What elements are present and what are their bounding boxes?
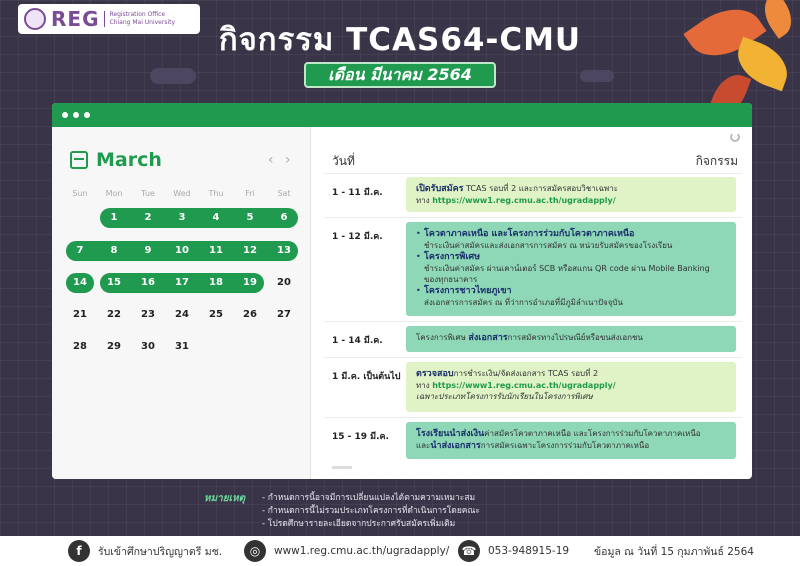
calendar-day[interactable]: 23 <box>141 309 155 320</box>
row-divider <box>324 417 742 418</box>
row-divider <box>324 321 742 322</box>
row-divider <box>324 357 742 358</box>
row-title: โรงเรียนนำส่งเงิน <box>416 429 485 439</box>
calendar-day[interactable]: 1 <box>110 212 118 223</box>
calendar-day[interactable]: 26 <box>243 309 257 320</box>
calendar-day[interactable]: 4 <box>212 212 220 223</box>
row-text: โครงการพิเศษ <box>416 333 469 342</box>
item-desc: ส่งเอกสารการสมัคร ณ ที่ว่าการอำเภอที่มีภูมิลำเนาปัจจุบัน <box>424 298 623 307</box>
window-titlebar <box>52 103 752 127</box>
refresh-icon[interactable] <box>730 132 740 142</box>
weekday-label: Sat <box>277 189 291 198</box>
note-item: - กำหนดการนี้ไม่รวมประเภทโครงการที่ดำเนินการโดยคณะ <box>262 506 480 516</box>
calendar-header <box>70 149 162 171</box>
calendar-day[interactable]: 13 <box>277 245 291 256</box>
item-desc: ชำระเงินค่าสมัคร ผ่านเคาน์เตอร์ SCB หรือสแกน QR code ผ่าน Mobile Banking ของทุกธนาคาร <box>424 264 710 284</box>
chevron-left-icon[interactable]: ‹ <box>268 152 274 168</box>
row-date: 1 มี.ค. เป็นต้นไป <box>332 372 401 382</box>
schedule-window <box>52 103 752 479</box>
weekday-label: Thu <box>208 189 224 198</box>
page-subtitle: เดือน มีนาคม 2564 <box>304 62 496 88</box>
list-item <box>416 285 726 308</box>
weekday-label: Fri <box>245 189 255 198</box>
window-dot-icon <box>73 112 79 118</box>
schedule-row <box>406 326 736 352</box>
calendar-day[interactable]: 6 <box>280 212 288 223</box>
calendar-day[interactable]: 15 <box>107 277 121 288</box>
calendar-day[interactable]: 25 <box>209 309 223 320</box>
decor-cloud <box>580 70 614 82</box>
calendar-day[interactable]: 16 <box>141 277 155 288</box>
facebook-icon: f <box>68 540 90 562</box>
row-title: ส่งเอกสาร <box>468 333 508 343</box>
page-title: กิจกรรม TCAS64-CMU <box>218 22 582 58</box>
footer-facebook[interactable] <box>68 540 222 562</box>
phone-label: 053-948915-19 <box>488 545 570 557</box>
row-text: การสมัครทางไปรษณีย์หรือขนส่งเอกชน <box>507 333 643 342</box>
calendar-day[interactable]: 3 <box>178 212 186 223</box>
apply-link[interactable]: https://www1.reg.cmu.ac.th/ugradapply/ <box>432 381 616 390</box>
weekday-label: Wed <box>173 189 191 198</box>
footer-phone[interactable] <box>458 540 569 562</box>
row-text: การสมัครเฉพาะโครงการร่วมกับโควตาภาคเหนือ <box>480 441 650 450</box>
updated-label: ข้อมูล ณ วันที่ 15 กุมภาพันธ์ 2564 <box>594 545 754 558</box>
row-divider <box>324 217 742 218</box>
schedule-row <box>406 422 736 459</box>
panel-divider <box>310 127 311 479</box>
window-dot-icon <box>62 112 68 118</box>
notes-label: หมายเหตุ <box>204 493 246 504</box>
footer <box>0 536 800 566</box>
weekday-label: Tue <box>141 189 155 198</box>
row-note: เฉพาะประเภทโครงการรับนักเรียนในโครงการพิเศษ <box>416 392 593 401</box>
phone-icon: ☎ <box>458 540 480 562</box>
calendar-day[interactable]: 28 <box>73 341 87 352</box>
header-activity: กิจกรรม <box>695 154 738 168</box>
logo-line1: Registration Office <box>109 11 166 18</box>
row-date: 15 - 19 มี.ค. <box>332 432 389 442</box>
calendar-day[interactable]: 30 <box>141 341 155 352</box>
row-text: ค่าสมัครโควตาภาคเหนือ และโครงการร่วมกับโควตาภาคเหนือ <box>484 429 701 438</box>
row-text: การชำระเงิน/จัดส่งเอกสาร TCAS รอบที่ 2 <box>453 369 599 378</box>
calendar-day[interactable]: 10 <box>175 245 189 256</box>
notes <box>204 492 480 531</box>
calendar-day[interactable]: 14 <box>73 277 87 288</box>
item-title: โครงการพิเศษ <box>424 252 481 262</box>
scroll-indicator <box>332 466 352 469</box>
calendar-day[interactable]: 2 <box>144 212 152 223</box>
row-title: เปิดรับสมัคร <box>416 184 464 194</box>
calendar-day[interactable]: 27 <box>277 309 291 320</box>
schedule-row <box>406 362 736 412</box>
apply-link[interactable]: https://www1.reg.cmu.ac.th/ugradapply/ <box>432 196 616 205</box>
row-text: และ <box>416 441 431 450</box>
header-date: วันที่ <box>332 154 355 168</box>
globe-icon: ◎ <box>244 540 266 562</box>
list-item <box>416 251 726 285</box>
calendar-day[interactable]: 17 <box>175 277 189 288</box>
calendar-day[interactable]: 29 <box>107 341 121 352</box>
calendar-day[interactable]: 31 <box>175 341 189 352</box>
row-title: ตรวจสอบ <box>416 369 454 379</box>
calendar-day[interactable]: 22 <box>107 309 121 320</box>
facebook-label: รับเข้าศึกษาปริญญาตรี มช. <box>98 545 223 558</box>
item-desc: ชำระเงินค่าสมัครและส่งเอกสารการสมัคร ณ หน่วยรับสมัครของโรงเรียน <box>424 241 673 250</box>
calendar-day[interactable]: 12 <box>243 245 257 256</box>
weekday-label: Mon <box>105 189 123 198</box>
calendar-day[interactable]: 5 <box>246 212 254 223</box>
calendar-panel <box>52 127 310 479</box>
footer-website[interactable] <box>244 540 449 562</box>
row-text: TCAS รอบที่ 2 และการสมัครสอบวิชาเฉพาะ <box>463 184 618 193</box>
schedule-row <box>406 222 736 316</box>
calendar-day[interactable]: 9 <box>144 245 152 256</box>
calendar-day[interactable]: 19 <box>243 277 257 288</box>
calendar-day[interactable]: 8 <box>110 245 118 256</box>
calendar-day[interactable]: 20 <box>277 277 291 288</box>
row-title: นำส่งเอกสาร <box>430 441 481 451</box>
schedule-row <box>406 177 736 212</box>
logo-text: REG <box>51 7 100 31</box>
calendar-day[interactable]: 18 <box>209 277 223 288</box>
item-title: โครงการชาวไทยภูเขา <box>424 286 512 296</box>
window-dot-icon <box>84 112 90 118</box>
decor-cloud <box>150 68 196 84</box>
row-prefix: ทาง <box>416 196 433 205</box>
calendar-month: March <box>96 149 162 171</box>
calendar-day[interactable]: 21 <box>73 309 87 320</box>
weekday-label: Sun <box>72 189 88 198</box>
calendar-day[interactable]: 7 <box>76 245 84 256</box>
logo-line2: Chiang Mai University <box>109 19 176 26</box>
website-label: www1.reg.cmu.ac.th/ugradapply/ <box>274 545 450 557</box>
list-item <box>416 228 726 251</box>
calendar-day[interactable]: 24 <box>175 309 189 320</box>
row-divider <box>324 173 742 174</box>
calendar-day[interactable]: 11 <box>209 245 223 256</box>
row-date: 1 - 12 มี.ค. <box>332 232 383 242</box>
calendar-icon <box>70 151 88 169</box>
note-item: - กำหนดการนี้อาจมีการเปลี่ยนแปลงได้ตามความเหมาะสม <box>262 493 476 503</box>
item-title: โควตาภาคเหนือ และโครงการร่วมกับโควตาภาคเหนือ <box>424 229 635 239</box>
footer-updated <box>594 543 754 560</box>
row-prefix: ทาง <box>416 381 433 390</box>
schedule-panel <box>324 127 742 479</box>
row-date: 1 - 11 มี.ค. <box>332 188 383 198</box>
chevron-right-icon[interactable]: › <box>285 152 291 168</box>
row-date: 1 - 14 มี.ค. <box>332 336 383 346</box>
note-item: - โปรดศึกษารายละเอียดจากประกาศรับสมัครเพิ่มเติม <box>262 519 456 529</box>
